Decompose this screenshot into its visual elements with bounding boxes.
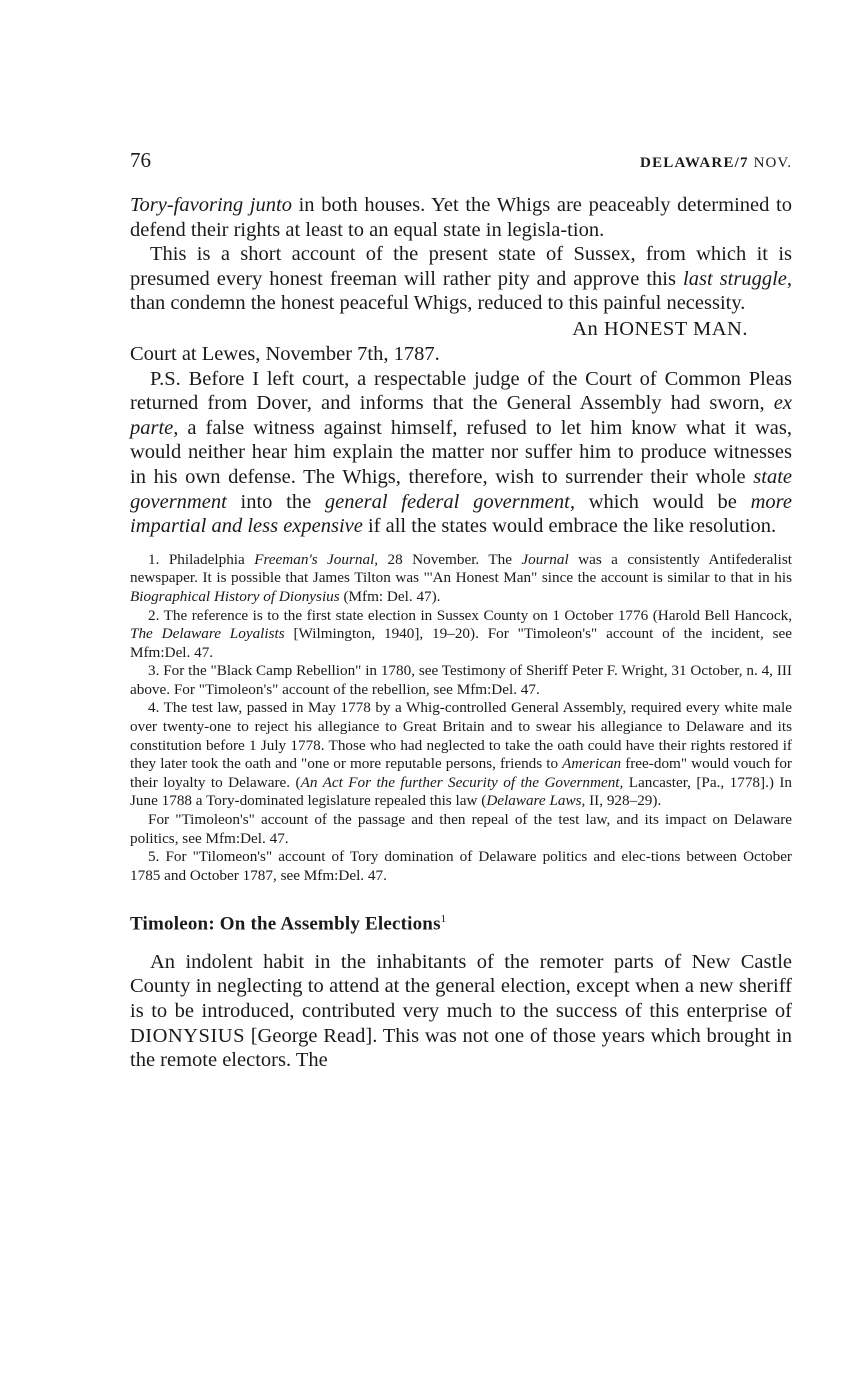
section-heading-text: Timoleon: On the Assembly Elections — [130, 913, 441, 935]
footnote-5: 5. For "Tilomeon's" account of Tory domination of Delaware politics and elec-tions between October 1785 and October 1787, see Mfm:Del. 47. — [130, 848, 792, 884]
footnote-3: 3. For the "Black Camp Rebellion" in 1780, see Testimony of Sheriff Peter F. Wright, 31 October, n. 4, III above. For "Timoleon's" account of the rebellion, see Mfm:Del. 47. — [130, 662, 792, 698]
footnote-2 — [130, 607, 792, 663]
italic-phrase: Tory-favoring junto — [130, 194, 292, 216]
paragraph-text: This is a short account of the present state of Sussex, from which it is presumed every honest freeman will rather pity and approve this — [130, 243, 792, 290]
italic-phrase: state government — [130, 465, 792, 513]
italic-phrase: last struggle, — [683, 267, 792, 290]
note-italic: Delaware Laws, — [486, 792, 586, 810]
paragraph-text: in both houses. Yet the Whigs are peaceably determined to defend their rights at least to an equal state in legisla-tion. — [130, 194, 792, 241]
section-month: NOV. — [753, 155, 792, 171]
note-italic: Journal — [521, 550, 569, 568]
page-number: 76 — [130, 148, 151, 172]
section-heading — [130, 913, 792, 935]
paragraph-sussex — [130, 242, 792, 316]
paragraph-text: if all the states would embrace the like resolution. — [362, 515, 777, 538]
note-text: 4. The test law, passed in May 1778 by a Whig-controlled General Assembly, required every white male over twenty-one to reject his allegiance to Great Britain and to swear his allegiance to Delaware and its constitution before 1 July 1778. Those who had neglected to take the oath could have their rights restored if they later took the oath and "one or more reputable persons, friends to — [130, 699, 792, 773]
dateline: Court at Lewes, November 7th, 1787. — [130, 342, 440, 365]
note-text: was a consistently Antifederalist newspaper. It is possible that James Tilton was "'An Honest Man" since the account is similar to that in his — [130, 550, 792, 587]
note-text: 2. The reference is to the first state election in Sussex County on 1 October 1776 (Harold Bell Hancock, — [148, 606, 792, 624]
paragraph-text: An indolent habit in the inhabitants of the remoter parts of New Castle County in neglecting to attend at the general election, except when a new sheriff is to be introduced, contributed very much to the success of this enterprise of — [130, 950, 792, 1022]
note-text: [Wilmington, 1940], 19–20). For "Timoleon's" account of the incident, see Mfm:Del. 47. — [130, 625, 792, 661]
footnotes — [130, 551, 792, 886]
note-italic: The Delaware Loyalists — [130, 625, 285, 643]
note-italic: Biographical History of Dionysius — [130, 587, 340, 605]
section-label — [640, 155, 792, 172]
paragraph-continued — [130, 193, 792, 242]
postscript — [130, 367, 792, 539]
note-italic: An Act For the further Security of the Government, — [300, 773, 624, 791]
paragraph-indolent — [130, 950, 792, 1073]
note-text: 28 November. The — [378, 550, 522, 568]
note-text: 1. Philadelphia — [148, 550, 255, 568]
footnote-4 — [130, 699, 792, 811]
note-text: II, 928–29). — [585, 792, 662, 810]
note-italic: American — [562, 755, 622, 773]
section-name: DELAWARE/7 — [640, 155, 749, 171]
paragraph-text: than condemn the honest peaceful Whigs, reduced to this painful necessity. — [130, 292, 746, 315]
paragraph-text: into the — [226, 490, 325, 513]
footnote-marker: 1 — [440, 913, 447, 926]
paragraph-text: [George Read]. This was not one of those years which brought in the remote electors. The — [130, 1024, 792, 1072]
name-caps: DIONYSIUS — [130, 1024, 245, 1047]
document-page — [130, 148, 792, 1073]
footnote-1 — [130, 551, 792, 607]
note-italic: Freeman's Journal, — [254, 550, 379, 568]
italic-phrase: general federal government, — [324, 490, 575, 513]
note-text: Lancaster, [Pa., 1778].) In June 1788 a Tory-dominated legislature repealed this law ( — [130, 773, 792, 810]
paragraph-text: P.S. Before I left court, a respectable judge of the Court of Common Pleas returned from Dover, and informs that the General Assembly had sworn, — [130, 367, 792, 415]
running-head — [130, 148, 792, 173]
paragraph-text: which would be — [574, 490, 751, 513]
paragraph-text: a false witness against himself, refused to let him know what it was, would neither hear him explain the matter nor suffer him to produce witnesses in his own defense. The Whigs, therefore, wish to surrender their whole — [130, 416, 792, 488]
italic-phrase: ex parte, — [130, 392, 792, 439]
note-text: (Mfm: Del. 47). — [339, 587, 441, 605]
signature: An HONEST MAN. — [572, 317, 748, 340]
note-text: free-dom" would vouch for their loyalty to Delaware. ( — [130, 755, 792, 791]
italic-phrase: more impartial and less expensive — [130, 490, 792, 538]
footnote-4-continued: For "Timoleon's" account of the passage and then repeal of the test law, and its impact on Delaware politics, see Mfm:Del. 47. — [130, 811, 792, 847]
